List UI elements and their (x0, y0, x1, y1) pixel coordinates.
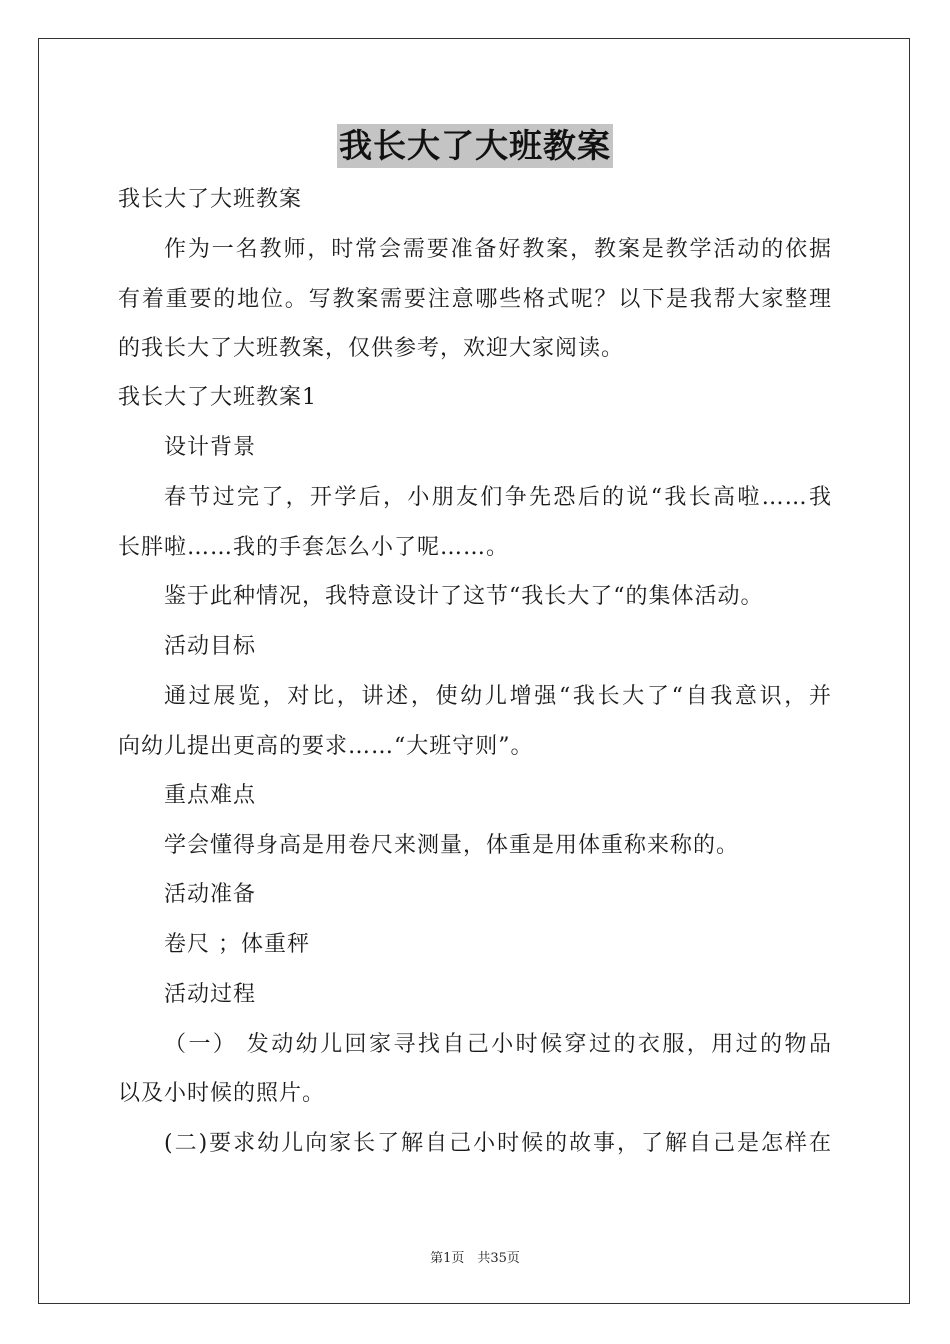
paragraph-line: 以及小时候的照片。 (118, 1081, 326, 1106)
sub-heading: 活动过程 (164, 982, 257, 1007)
paragraph-line: 学会懂得身高是用卷尺来测量，体重是用体重称来称的。 (164, 833, 740, 858)
paragraph-line: （一） 发动幼儿回家寻找自己小时候穿过的衣服，用过的物品 (164, 1032, 832, 1057)
page-border (38, 38, 910, 1304)
document-title: 我长大了大班教案 (337, 124, 613, 168)
paragraph-line: 长胖啦……我的手套怎么小了呢……。 (118, 535, 510, 560)
paragraph-line: 作为一名教师，时常会需要准备好教案，教案是教学活动的依据 (164, 237, 832, 262)
sub-heading: 重点难点 (164, 783, 257, 808)
sub-heading: 活动准备 (164, 882, 257, 907)
paragraph-line: 卷尺 ；体重秤 (164, 932, 310, 957)
section-heading: 我长大了大班教案1 (118, 385, 317, 410)
paragraph-line: 的我长大了大班教案，仅供参考，欢迎大家阅读。 (118, 336, 625, 361)
paragraph-line: 向幼儿提出更高的要求……“大班守则”。 (118, 734, 534, 759)
sub-heading: 活动目标 (164, 634, 257, 659)
sub-heading: 设计背景 (164, 435, 257, 460)
paragraph-line: 鉴于此种情况，我特意设计了这节“我长大了“的集体活动。 (164, 584, 764, 609)
subtitle-line: 我长大了大班教案 (118, 187, 303, 212)
paragraph-line: 春节过完了，开学后，小朋友们争先恐后的说“我长高啦……我 (164, 485, 832, 510)
title-container (0, 124, 950, 168)
page-footer: 第1页 共35页 (430, 1251, 520, 1266)
paragraph-line: (二)要求幼儿向家长了解自己小时候的故事，了解自己是怎样在 (164, 1131, 832, 1156)
paragraph-line: 有着重要的地位。写教案需要注意哪些格式呢？以下是我帮大家整理 (118, 287, 832, 312)
paragraph-line: 通过展览，对比，讲述，使幼儿增强“我长大了“自我意识，并 (164, 684, 832, 709)
